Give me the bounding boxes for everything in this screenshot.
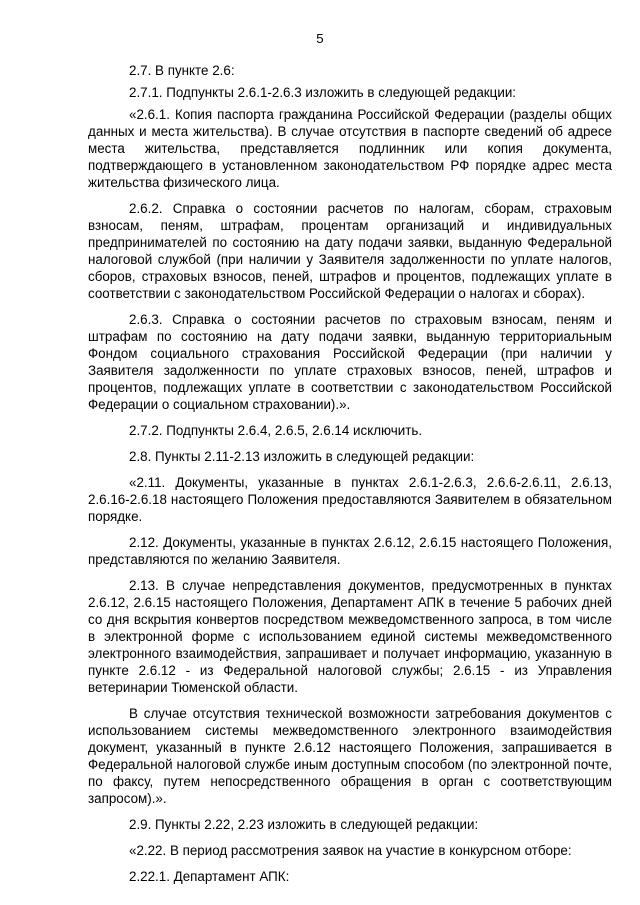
paragraph-2-7: 2.7. В пункте 2.6: bbox=[129, 63, 235, 78]
paragraph-2-12: 2.12. Документы, указанные в пунктах 2.6.12, 2.6.15 настоящего Положения, представляются по желанию Заявителя. bbox=[88, 535, 612, 567]
paragraph-2-6-2: 2.6.2. Справка о состоянии расчетов по налогам, сборам, страховым взносам, пеням, штрафам, процентам организаций и индивидуальных предпринимателей по состоянию на дату подачи заявки, выданную Федеральной налоговой службой (при наличии у Заявителя задолженности по уплате налогов, сборов, страховых взносов, пеней, штрафов и процентов, подлежащих уплате в соответствии с законодательством Российской Федерации о налогах и сборах). bbox=[88, 201, 612, 301]
paragraph-2-13: 2.13. В случае непредставления документов, предусмотренных в пунктах 2.6.12, 2.6.15 настоящего Положения, Департамент АПК в течение 5 рабочих дней со дня вскрытия конвертов посредством межведомственного запроса, в том числе в электронной форме с использованием единой системы межведомственного электронного взаимодействия, запрашивает и получает информацию, указанную в пункте 2.6.12 - из Федеральной налоговой службы; 2.6.15 - из Управления ветеринарии Тюменской области. bbox=[88, 578, 612, 695]
paragraph-2-6-1: «2.6.1. Копия паспорта гражданина Российской Федерации (разделы общих данных и места жительства). В случае отсутствия в паспорте сведений об адресе места жительства, представляется подлинник или копия документа, подтверждающего в установленном законодательством РФ порядке адрес места жительства физического лица. bbox=[88, 107, 612, 190]
paragraph-2-13-continued: В случае отсутствия технической возможности затребования документов с использованием системы межведомственного электронного взаимодействия документ, указанный в пункте 2.6.12 настоящего Положения, запрашивается в Федеральной налоговой службе иным доступным способом (по электронной почте, по факсу, путем непосредственного обращения в орган с соответствующим запросом).». bbox=[88, 706, 612, 806]
document-body bbox=[88, 62, 612, 894]
paragraph-2-7-1: 2.7.1. Подпункты 2.6.1-2.6.3 изложить в следующей редакции: bbox=[129, 85, 517, 100]
paragraph-2-6-3: 2.6.3. Справка о состоянии расчетов по страховым взносам, пеням и штрафам по состоянию на дату подачи заявки, выданную территориальным Фондом социального страхования Российской Федерации (при наличии у Заявителя задолженности по уплате страховых взносов, пеней, штрафов и процентов, подлежащих уплате в соответствии с законодательством Российской Федерации о социальном страховании).». bbox=[88, 312, 612, 412]
page-number: 5 bbox=[316, 31, 324, 46]
paragraph-2-22: «2.22. В период рассмотрения заявок на участие в конкурсном отборе: bbox=[129, 843, 572, 858]
paragraph-2-11: «2.11. Документы, указанные в пунктах 2.6.1-2.6.3, 2.6.6-2.6.11, 2.6.13, 2.6.16-2.6.18 настоящего Положения предоставляются Заявителем в обязательном порядке. bbox=[88, 475, 612, 524]
paragraph-2-8: 2.8. Пункты 2.11-2.13 изложить в следующей редакции: bbox=[129, 449, 475, 464]
paragraph-2-7-2: 2.7.2. Подпункты 2.6.4, 2.6.5, 2.6.14 исключить. bbox=[129, 423, 423, 438]
paragraph-2-22-1: 2.22.1. Департамент АПК: bbox=[129, 869, 290, 884]
paragraph-2-9: 2.9. Пункты 2.22, 2.23 изложить в следующей редакции: bbox=[129, 817, 479, 832]
